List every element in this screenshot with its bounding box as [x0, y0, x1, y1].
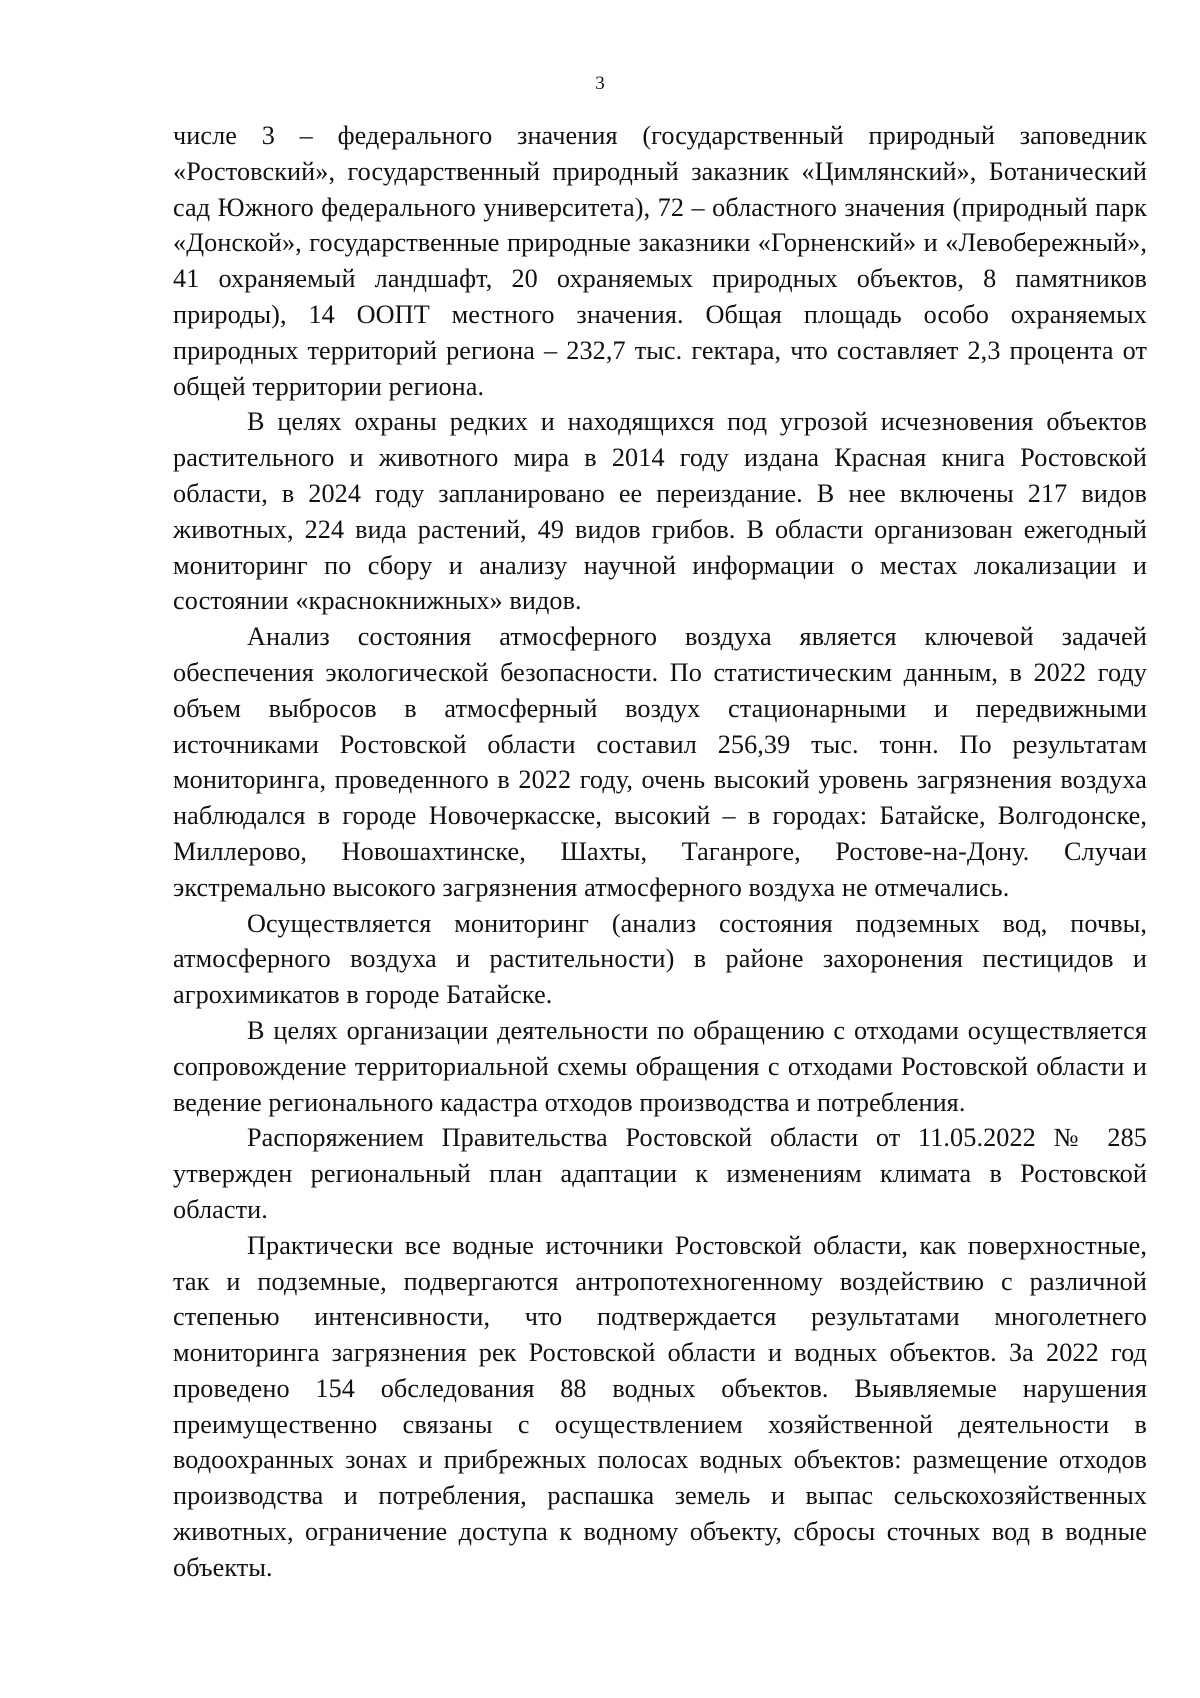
paragraph-water-sources: Практически все водные источники Ростовской области, как поверхностные, так и подземные, подвергаются антропотехногенному воздействию с различной степенью интенсивности, что подтверждается результатами многолетнего мониторинга загрязнения рек Ростовской области и водных объектов. За 2022 год проведено 154 обследования 88 водных объектов. Выявляемые нарушения преимущественно связаны с осуществлением хозяйственной деятельности в водоохранных зонах и прибрежных полосах водных объектов: размещение отходов производства и потребления, распашка земель и выпас сельскохозяйственных животных, ограничение доступа к водному объекту, сбросы сточных вод в водные объекты.: [173, 1230, 1147, 1582]
paragraph-climate-adaptation: Распоряжением Правительства Ростовской области от 11.05.2022 № 285 утвержден региональный план адаптации к изменениям климата в Ростовской области.: [173, 1123, 1147, 1224]
document-body: [173, 118, 1147, 1586]
page-number: 3: [595, 73, 605, 94]
paragraph-red-book: В целях охраны редких и находящихся под угрозой исчезновения объектов растительного и животного мира в 2014 году издана Красная книга Ростовской области, в 2024 году запланировано ее переиздание. В нее включены 217 видов животных, 224 вида растений, 49 видов грибов. В области организован ежегодный мониторинг по сбору и анализу научной информации о местах локализации и состоянии «краснокнижных» видов.: [173, 407, 1147, 616]
paragraph-air-quality: Анализ состояния атмосферного воздуха является ключевой задачей обеспечения экологической безопасности. По статистическим данным, в 2022 году объем выбросов в атмосферный воздух стационарными и передвижными источниками Ростовской области составил 256,39 тыс. тонн. По результатам мониторинга, проведенного в 2022 году, очень высокий уровень загрязнения воздуха наблюдался в городе Новочеркасске, высокий – в городах: Батайске, Волгодонске, Миллерово, Новошахтинске, Шахты, Таганроге, Ростове-на-Дону. Случаи экстремально высокого загрязнения атмосферного воздуха не отмечались.: [173, 622, 1147, 902]
paragraph-protected-areas: числе 3 – федерального значения (государственный природный заповедник «Ростовский», государственный природный заказник «Цимлянский», Ботанический сад Южного федерального университета), 72 – областного значения (природный парк «Донской», государственные природные заказники «Горненский» и «Левобережный», 41 охраняемый ландшафт, 20 охраняемых природных объектов, 8 памятников природы), 14 ООПТ местного значения. Общая площадь особо охраняемых природных территорий региона – 232,7 тыс. гектара, что составляет 2,3 процента от общей территории региона.: [173, 121, 1147, 401]
paragraph-waste-management: В целях организации деятельности по обращению с отходами осуществляется сопровождение территориальной схемы обращения с отходами Ростовской области и ведение регионального кадастра отходов производства и потребления.: [173, 1015, 1147, 1117]
paragraph-pesticide-monitoring: Осуществляется мониторинг (анализ состояния подземных вод, почвы, атмосферного воздуха и растительности) в районе захоронения пестицидов и агрохимикатов в городе Батайске.: [173, 908, 1147, 1010]
